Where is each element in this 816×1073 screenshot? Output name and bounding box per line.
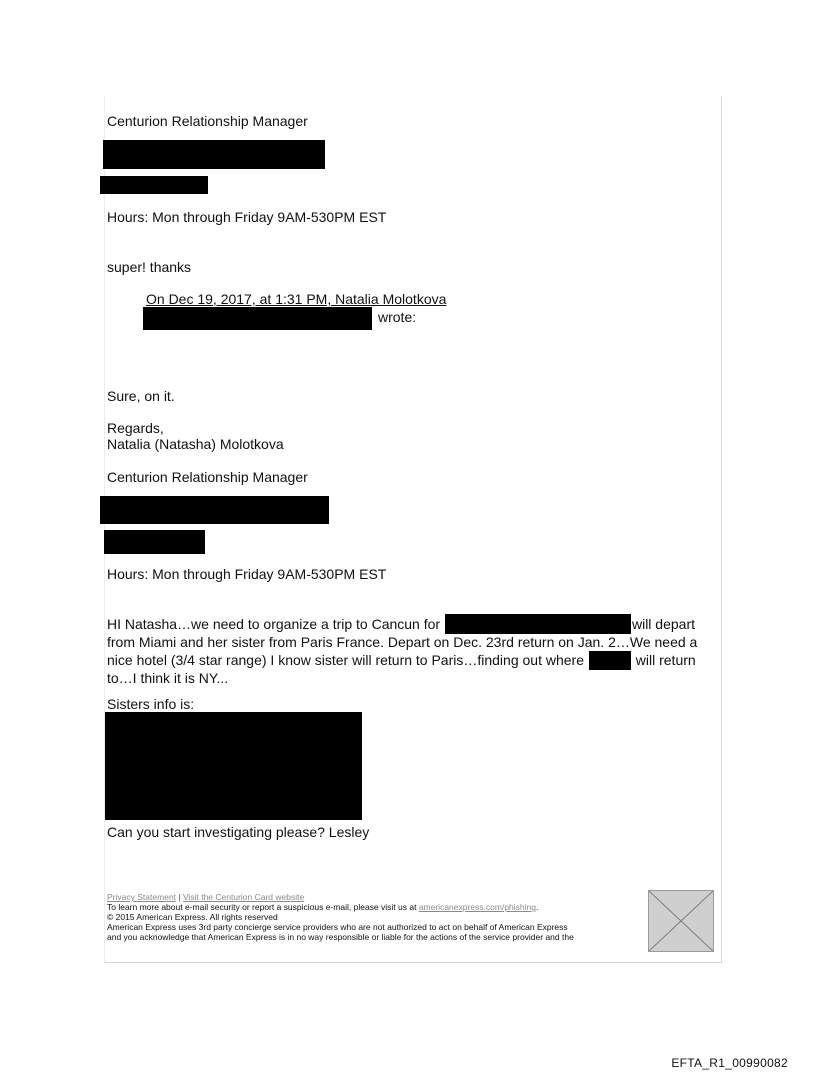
redacted-email xyxy=(143,307,372,330)
broken-image-icon xyxy=(648,890,714,952)
sisters-label: Sisters info is: xyxy=(107,696,195,712)
reply-text: super! thanks xyxy=(107,259,192,275)
signature-title: Centurion Relationship Manager xyxy=(107,113,308,129)
sender-title: Centurion Relationship Manager xyxy=(107,469,308,485)
redacted-block xyxy=(104,530,205,554)
sender-hours: Hours: Mon through Friday 9AM-530PM EST xyxy=(107,566,387,582)
signature-hours: Hours: Mon through Friday 9AM-530PM EST xyxy=(107,209,387,225)
redacted-names xyxy=(445,614,631,634)
phishing-link[interactable]: americanexpress.com/phishing xyxy=(418,902,536,912)
redacted-name xyxy=(589,651,631,670)
sender-name: Natalia (Natasha) Molotkova xyxy=(107,436,284,452)
redacted-block xyxy=(103,140,325,169)
quoted-header-wrote: wrote: xyxy=(378,309,417,325)
original-message-paragraph xyxy=(107,614,707,686)
message-part: will return to…I think it is NY... xyxy=(107,651,696,686)
redacted-block xyxy=(100,496,329,524)
disclaimer-line: and you acknowledge that American Express is in no way responsible or liable for the actions of the service provider and the xyxy=(107,932,574,942)
message-part: HI Natasha…we need to organize a trip to Cancun for xyxy=(107,616,441,632)
link-separator: | xyxy=(178,892,181,902)
email-footer xyxy=(107,892,647,942)
centurion-website-link[interactable]: Visit the Centurion Card website xyxy=(182,892,305,902)
regards-text: Regards, xyxy=(107,420,164,436)
privacy-statement-link[interactable]: Privacy Statement xyxy=(107,892,176,902)
redacted-block xyxy=(100,176,208,194)
disclaimer-line: American Express uses 3rd party concierge service providers who are not authorized to act on behalf of American Express xyxy=(107,922,568,932)
copyright-text: © 2015 American Express. All rights reserved xyxy=(107,912,278,922)
security-notice-suffix: . xyxy=(535,902,539,912)
redacted-block xyxy=(105,712,362,820)
security-notice: To learn more about e-mail security or report a suspicious e-mail, please visit us at xyxy=(107,902,417,912)
quoted-header-line: On Dec 19, 2017, at 1:31 PM, Natalia Molotkova xyxy=(146,291,447,307)
closing-text: Can you start investigating please? Lesley xyxy=(107,824,370,840)
document-id: EFTA_R1_00990082 xyxy=(671,1056,788,1070)
message-part: will depart from Miami and her sister from Paris France. Depart on Dec. 23rd return on Jan. 2…We need a nice hotel (3/4 star range) I know sister will return to Paris…finding out where xyxy=(107,616,698,668)
message-text: Sure, on it. xyxy=(107,388,175,404)
